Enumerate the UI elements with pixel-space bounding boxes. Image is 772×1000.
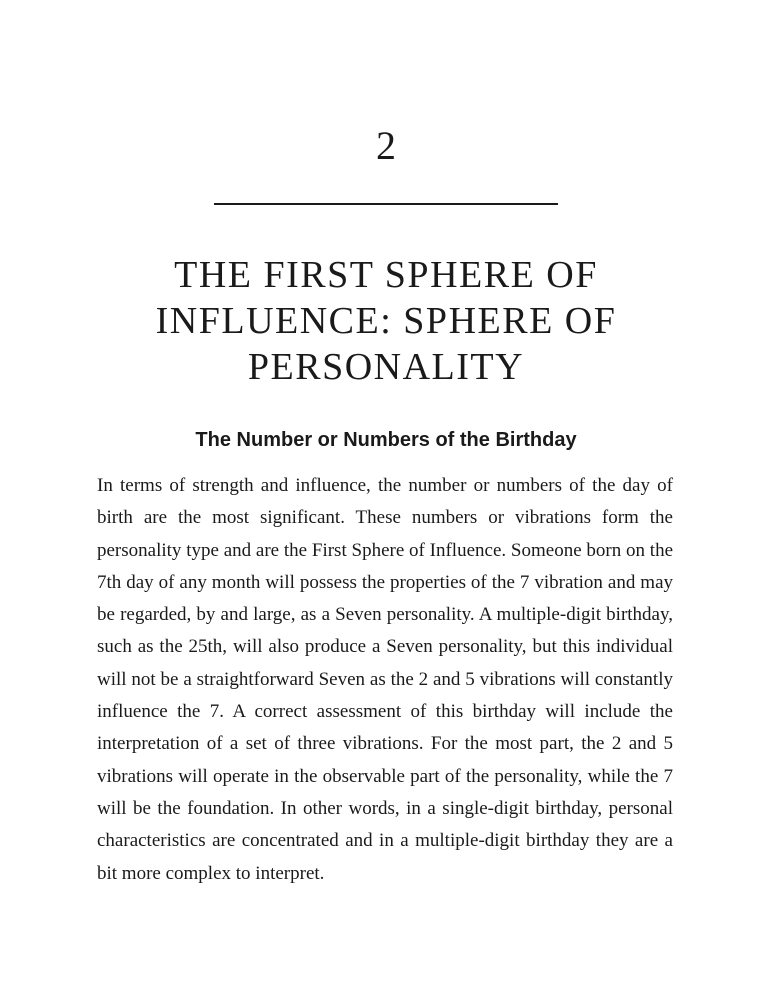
chapter-divider	[214, 203, 558, 205]
body-paragraph: In terms of strength and influence, the number or numbers of the day of birth are the most significant. These numbers or vibrations form the personality type and are the First Sphere of Influence. Someone born on the 7th day of any month will possess the properties of the 7 vibration and may be regarded, by and large, as a Seven personality. A multiple-digit birthday, such as the 25th, will also produce a Seven personality, but this individual will not be a straightforward Seven as the 2 and 5 vibrations will constantly influence the 7. A correct assessment of this birthday will include the interpretation of a set of three vibrations. For the most part, the 2 and 5 vibrations will operate in the observable part of the personality, while the 7 will be the foundation. In other words, in a single-digit birthday, personal characteristics are concentrated and in a multiple-digit birthday they are a bit more complex to interpret.	[97, 475, 673, 884]
section-heading: The Number or Numbers of the Birthday	[195, 429, 577, 451]
chapter-number: 2	[376, 123, 396, 168]
chapter-title: THE FIRST SPHERE OF INFLUENCE: SPHERE OF PERSONALITY	[155, 254, 617, 388]
